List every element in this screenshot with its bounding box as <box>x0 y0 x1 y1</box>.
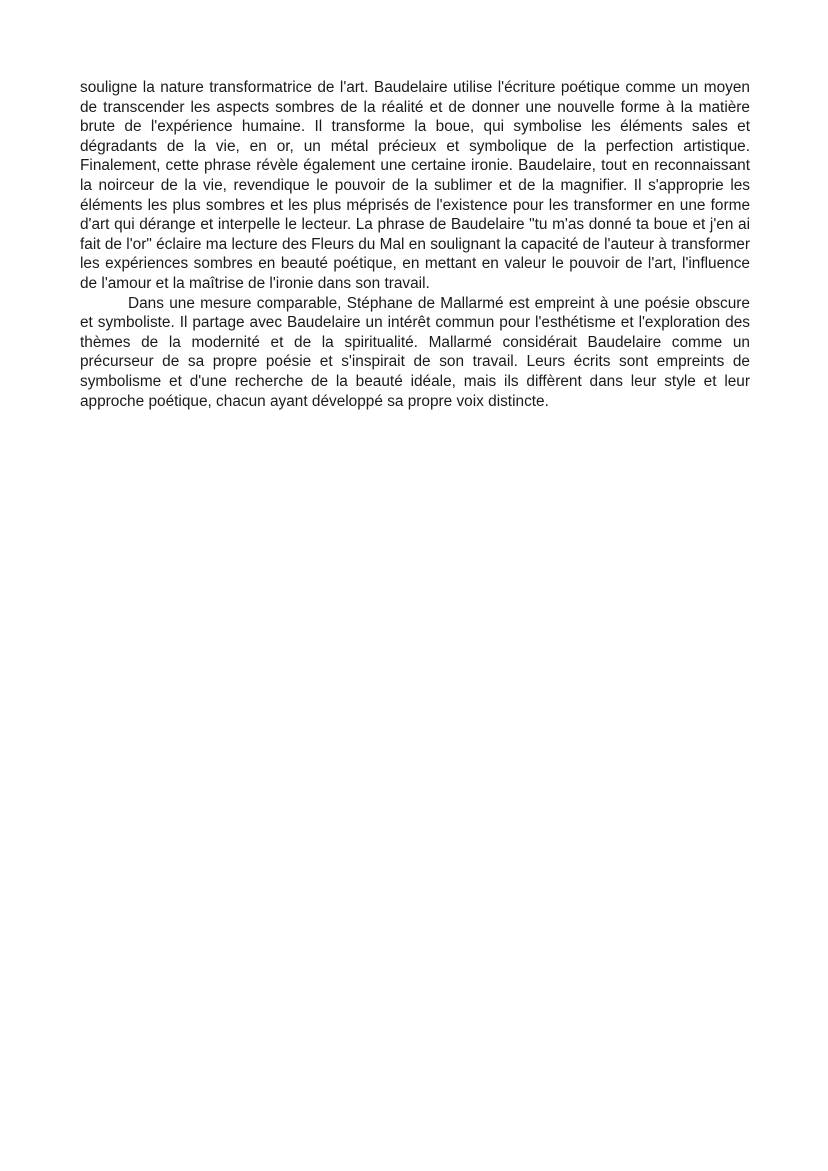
paragraph-baudelaire-transformation: souligne la nature transformatrice de l'art. Baudelaire utilise l'écriture poétique comme un moyen de transcender les aspects sombres de la réalité et de donner une nouvelle forme à la matière brute de l'expérience humaine. Il transforme la boue, qui symbolise les éléments sales et dégradants de la vie, en or, un métal précieux et symbolique de la perfection artistique. Finalement, cette phrase révèle également une certaine ironie. Baudelaire, tout en reconnaissant la noirceur de la vie, revendique le pouvoir de la sublimer et de la magnifier. Il s'approprie les éléments les plus sombres et les plus méprisés de l'existence pour les transformer en une forme d'art qui dérange et interpelle le lecteur. La phrase de Baudelaire "tu m'as donné ta boue et j'en ai fait de l'or" éclaire ma lecture des Fleurs du Mal en soulignant la capacité de l'auteur à transformer les expériences sombres en beauté poétique, en mettant en valeur le pouvoir de l'art, l'influence de l'amour et la maîtrise de l'ironie dans son travail. <box>80 79 750 292</box>
paragraph-mallarme-comparison: Dans une mesure comparable, Stéphane de Mallarmé est empreint à une poésie obscure et symboliste. Il partage avec Baudelaire un intérêt commun pour l'esthétisme et l'exploration des thèmes de la modernité et de la spiritualité. Mallarmé considérait Baudelaire comme un précurseur de sa propre poésie et s'inspirait de son travail. Leurs écrits sont empreints de symbolisme et d'une recherche de la beauté idéale, mais ils diffèrent dans leur style et leur approche poétique, chacun ayant développé sa propre voix distincte. <box>80 294 750 410</box>
document-body <box>80 78 750 411</box>
